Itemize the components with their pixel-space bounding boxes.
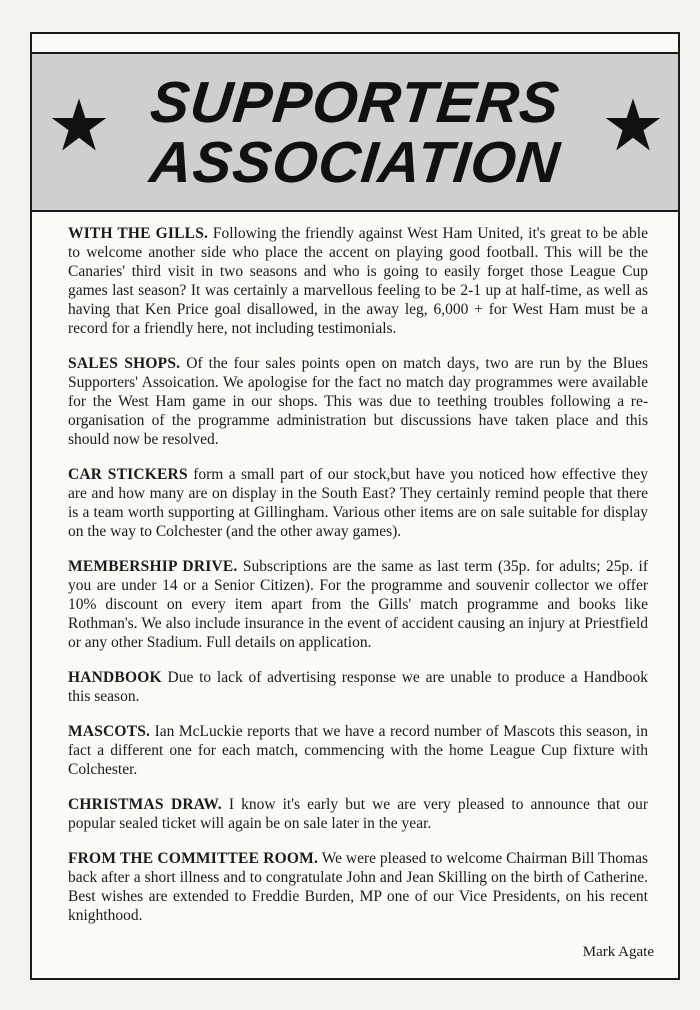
- section-body: Subscriptions are the same as last term (35p. for adults; 25p. if you are under 14 or a Senior Citizen). For the programme and souvenir collector we offer 10% discount on every item apart from the Gills' match programme and books like Rothman's. We also include insurance in the event of accident causing an injury at Priestfield or any other Stadium. Full details on application.: [68, 558, 648, 651]
- section-body: Of the four sales points open on match days, two are run by the Blues Supporters' Assoication. We apologise for the fact no match day programmes were available for the West Ham game in our shops. This was due to teething troubles following a re-organisation of the programme administration but discussions have taken place and this should now be resolved.: [68, 355, 649, 448]
- author-signature: Mark Agate: [582, 944, 654, 960]
- section-heading: HANDBOOK: [68, 669, 162, 686]
- banner-title-line2: ASSOCIATION: [146, 130, 564, 195]
- section-handbook: [68, 668, 648, 706]
- section-body: form a small part of our stock,but have you noticed how effective they are and how many are on display in the South East? They certainly remind people that there is a team worth supporting at Gillingham. Various other items are on sale suitable for display on the way to Colchester (and the other away games).: [68, 466, 649, 540]
- section-christmas-draw: [68, 795, 648, 833]
- section-heading: WITH THE GILLS.: [68, 225, 209, 242]
- section-body: Due to lack of advertising response we are unable to produce a Handbook this season.: [68, 669, 648, 705]
- section-with-the-gills: [68, 224, 648, 338]
- section-heading: CHRISTMAS DRAW.: [68, 796, 222, 813]
- section-body: We were pleased to welcome Chairman Bill Thomas back after a short illness and to congratulate John and Jean Skilling on the birth of Catherine. Best wishes are extended to Freddie Burden, MP one of our Vice Presidents, on his recent knighthood.: [68, 850, 648, 924]
- star-icon: [50, 96, 108, 154]
- section-body: Ian McLuckie reports that we have a record number of Mascots this season, in fact a different one for each match, commencing with the home League Cup fixture with Colchester.: [68, 723, 648, 778]
- section-body: Following the friendly against West Ham United, it's great to be able to welcome another side who place the accent on playing good football. This will be the Canaries' third visit in two seasons and who is going to easily forget those League Cup games last season? It was certainly a marvellous feeling to be 2-1 up at half-time, as well as having that Ken Price goal disallowed, in the away leg, 6,000 + for West Ham must be a record for a friendly here, not including testimonials.: [68, 225, 648, 337]
- section-sales-shops: [68, 354, 648, 449]
- section-car-stickers: [68, 465, 648, 541]
- banner-title-line1: SUPPORTERS: [147, 70, 563, 135]
- section-heading: MEMBERSHIP DRIVE.: [68, 558, 238, 575]
- section-heading: SALES SHOPS.: [68, 355, 181, 372]
- section-membership-drive: [68, 557, 648, 652]
- header-banner: [32, 52, 678, 212]
- section-heading: FROM THE COMMITTEE ROOM.: [68, 850, 319, 867]
- article-body: [68, 224, 648, 941]
- section-mascots: [68, 722, 648, 779]
- section-body: I know it's early but we are very pleased to announce that our popular sealed ticket will again be on sale later in the year.: [68, 796, 648, 832]
- star-icon: [604, 96, 662, 154]
- page-frame: [30, 32, 680, 980]
- section-committee-room: [68, 849, 648, 925]
- section-heading: MASCOTS.: [68, 723, 151, 740]
- section-heading: CAR STICKERS: [68, 466, 188, 483]
